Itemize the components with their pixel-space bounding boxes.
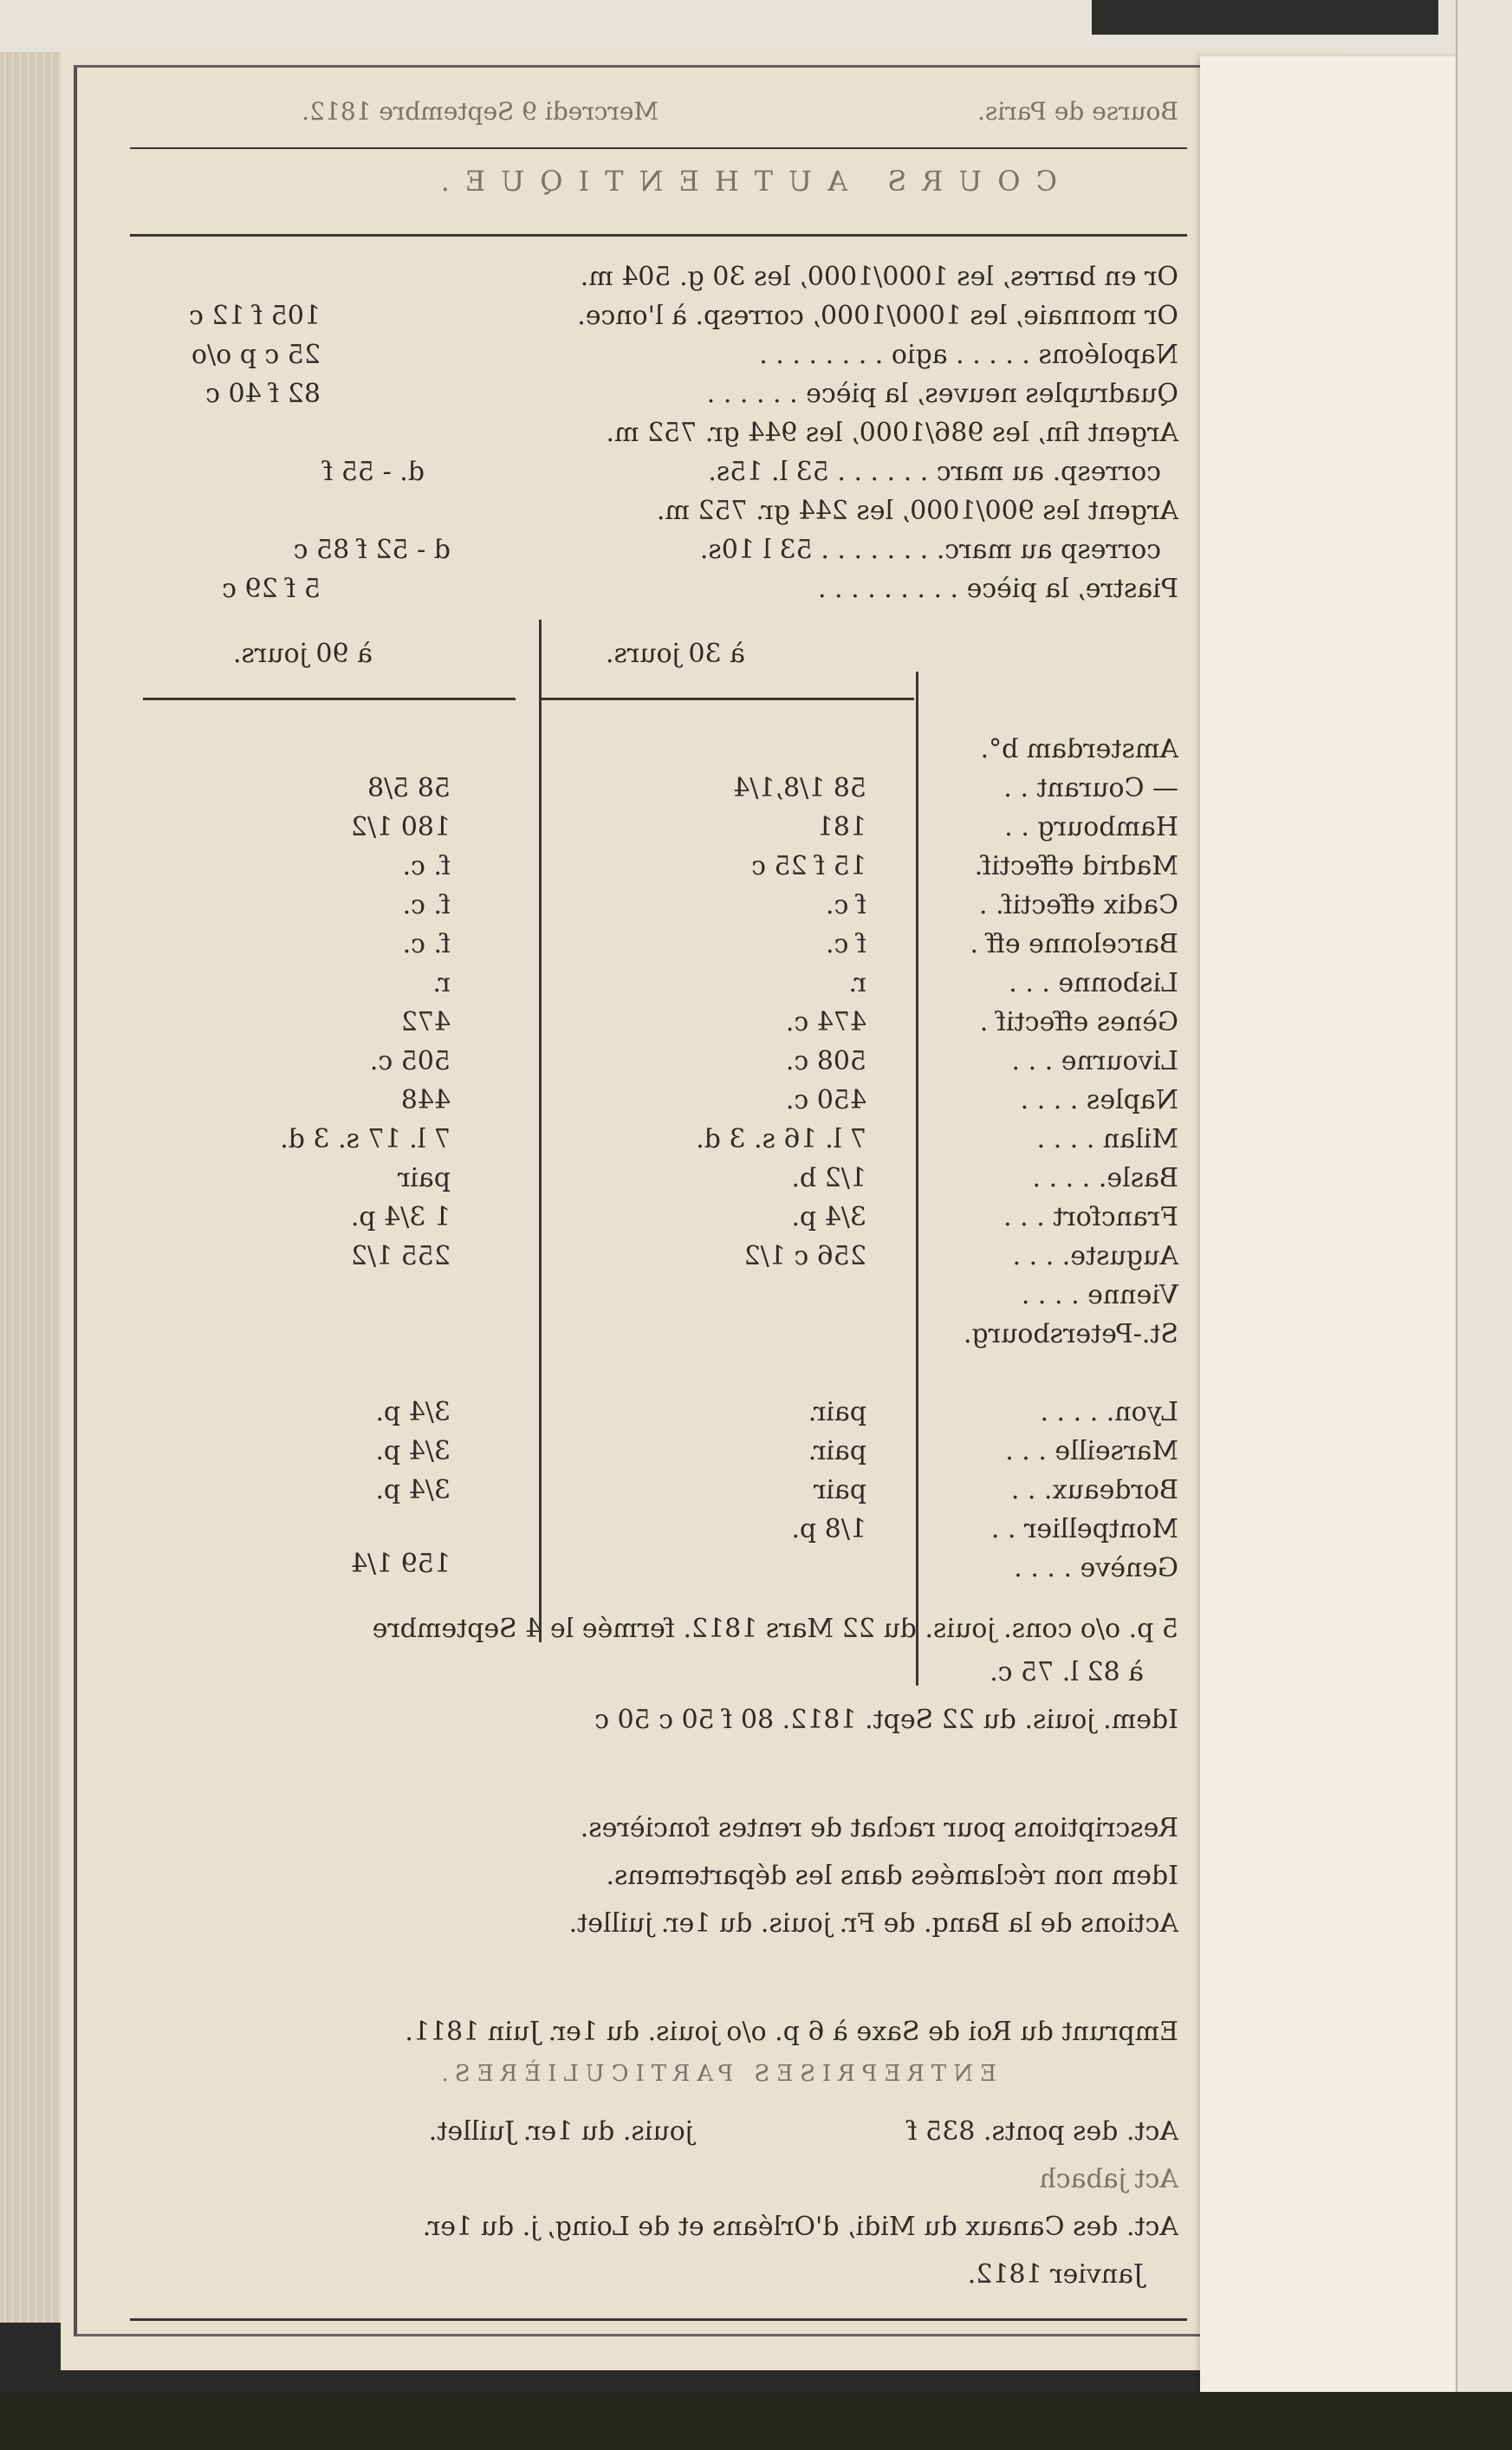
metal-row: corresp. au marc . . . . . . 53 l. 15s. xyxy=(708,457,1161,487)
rate-90: 3/4 p. xyxy=(375,1397,451,1427)
overlay-paper-edge xyxy=(1456,0,1512,2450)
rate-90: 58 5/8 xyxy=(367,773,451,803)
city: Barcelonne eff . xyxy=(970,929,1178,959)
title-rule xyxy=(130,234,1187,237)
rate-30: pair. xyxy=(808,1397,866,1427)
rate-90: 505 c. xyxy=(369,1046,451,1076)
rate-30: 256 c 1/2 xyxy=(743,1241,866,1271)
city: Hambourg . . xyxy=(1004,812,1178,842)
fund-line: Emprunt du Roi de Saxe à 6 p. o/o jouis. du 1er. Juin 1811. xyxy=(405,2017,1178,2047)
metal-row: Argent les 900/1000, les 244 gr. 752 m. xyxy=(656,496,1178,526)
fund-line: Actions de la Banq. de Fr. jouis. du 1er. juillet. xyxy=(568,1908,1178,1939)
rate-30: 1/8 p. xyxy=(791,1514,866,1544)
col-header-90: à 90 jours. xyxy=(232,639,373,669)
rate-30: 450 c. xyxy=(785,1085,866,1115)
metal-row: Argent fin, les 986/1000, les 944 gr. 752 m. xyxy=(606,418,1178,448)
city: Montpellier . . xyxy=(990,1514,1178,1544)
mirrored-bleed-through-text xyxy=(121,65,1196,2336)
city: Genève . . . . xyxy=(1014,1553,1178,1583)
rate-90: 159 1/4 xyxy=(350,1549,451,1579)
metal-value: 105 f 12 c xyxy=(189,301,321,331)
city: Livourne . . . xyxy=(1011,1046,1178,1076)
city: Amsterdam b°. xyxy=(980,734,1178,764)
header-left: Bourse de Paris. xyxy=(977,97,1178,126)
table-divider xyxy=(539,620,542,1642)
rate-30: 58 1/8,1/4 xyxy=(733,773,866,803)
city: Basle. . . . . xyxy=(1032,1163,1178,1193)
city: Naples . . . . xyxy=(1020,1085,1178,1115)
metal-row: corresp au marc. . . . . . . . 53 l 10s. xyxy=(699,535,1161,565)
city: Auguste. . . . xyxy=(1012,1241,1178,1271)
city: Lyon. . . . . xyxy=(1040,1397,1178,1427)
metal-row: Napoléons . . . . . agio . . . . . . . . xyxy=(759,340,1178,370)
metal-value: d - 52 f 85 c xyxy=(293,535,451,565)
fund-line: Idem. jouis. du 22 Sept. 1812. 80 f 50 c 50 c xyxy=(594,1705,1178,1735)
table-rule xyxy=(143,698,516,700)
rate-90: 448 xyxy=(400,1085,451,1115)
page-edges xyxy=(0,52,69,2323)
metal-value: d. - 55 f xyxy=(323,457,425,487)
rate-90: 7 l. 17 s. 3 d. xyxy=(280,1124,451,1154)
city: Vienne . . . . xyxy=(1021,1280,1178,1310)
city: Milan . . . . xyxy=(1036,1124,1178,1154)
fund-line: Act. des ponts. 835 f xyxy=(907,2116,1178,2147)
metal-row: Piastre, la pièce . . . . . . . . . xyxy=(817,574,1178,604)
rate-30: pair xyxy=(813,1475,866,1505)
rate-30: 15 f 25 c xyxy=(751,851,866,881)
metal-value: 5 f 29 c xyxy=(222,574,321,604)
rate-90: 3/4 p. xyxy=(375,1436,451,1466)
rate-90: 255 1/2 xyxy=(350,1241,451,1271)
table-divider xyxy=(916,672,918,1686)
rate-90: f. c. xyxy=(402,929,451,959)
rate-90: f. c. xyxy=(402,890,451,920)
rate-90: 472 xyxy=(400,1007,451,1037)
rate-30: r. xyxy=(848,968,866,998)
overlay-paper xyxy=(1200,56,1460,2396)
fund-line: à 82 l. 75 c. xyxy=(990,1657,1144,1687)
city: Gènes effectif . xyxy=(979,1007,1178,1037)
rate-30: 508 c. xyxy=(785,1046,866,1076)
fund-line: Janvier 1812. xyxy=(967,2259,1144,2290)
rate-90: r. xyxy=(432,968,451,998)
rate-90: 180 1/2 xyxy=(350,812,451,842)
metal-value: 82 f 40 c xyxy=(205,379,321,409)
rate-30: pair. xyxy=(808,1436,866,1466)
bottom-rule xyxy=(130,2318,1187,2321)
city: St.-Petersbourg. xyxy=(963,1319,1178,1349)
fund-line: jouis. du 1er. Juillet. xyxy=(428,2116,693,2147)
background-bottom xyxy=(0,2392,1512,2450)
table-rule xyxy=(542,698,914,700)
rate-30: 474 c. xyxy=(785,1007,866,1037)
section-title: COURS AUTHENTIQUE. xyxy=(425,165,1057,198)
rate-30: 3/4 p. xyxy=(791,1202,866,1232)
fund-line: Act. des Canaux du Midi, d'Orléans et de Loing, j. du 1er. xyxy=(422,2212,1178,2242)
rate-90: pair xyxy=(397,1163,451,1193)
rate-90: 1 3/4 p. xyxy=(350,1202,451,1232)
fund-line: 5 p. o/o cons. jouis. du 22 Mars 1812. fermée le 4 Septembre xyxy=(372,1614,1178,1644)
metal-value: 25 c p o/o xyxy=(191,340,321,370)
rate-30: f c. xyxy=(826,890,866,920)
fund-line: Idem non réclamées dans les départemens. xyxy=(606,1861,1178,1891)
rate-30: 181 xyxy=(816,812,866,842)
section-heading: ENTREPRISES PARTICULIÈRES. xyxy=(434,2061,996,2087)
rate-30: 7 l. 16 s. 3 d. xyxy=(696,1124,866,1154)
header-rule xyxy=(130,147,1187,149)
metal-row: Or monnaie, les 1000/1000, corresp. à l'once. xyxy=(577,301,1178,331)
city: Francfort . . . xyxy=(1003,1202,1178,1232)
metal-row: Or en barres, les 1000/1000, les 30 g. 504 m. xyxy=(580,262,1178,292)
header-right: Mercredi 9 Septembre 1812. xyxy=(302,97,659,126)
city: Lisbonne . . . xyxy=(1009,968,1178,998)
city: Cadix effectif. . xyxy=(978,890,1178,920)
rate-30: f c. xyxy=(826,929,866,959)
rate-30: 1/2 b. xyxy=(791,1163,866,1193)
fund-line: Act jabach xyxy=(1039,2164,1178,2194)
city: — Courant . . xyxy=(1003,773,1178,803)
metal-row: Quadruples neuves, la pièce . . . . . . xyxy=(706,379,1178,409)
binding-clip xyxy=(1092,0,1438,35)
rate-90: 3/4 p. xyxy=(375,1475,451,1505)
col-header-30: à 30 jours. xyxy=(605,639,745,669)
city: Bordeaux. . . xyxy=(1010,1475,1178,1505)
city: Madrid effectif. xyxy=(974,851,1178,881)
fund-line: Rescriptions pour rachat de rentes foncières. xyxy=(580,1813,1178,1843)
city: Marseille . . . xyxy=(1005,1436,1178,1466)
rate-90: f. c. xyxy=(402,851,451,881)
